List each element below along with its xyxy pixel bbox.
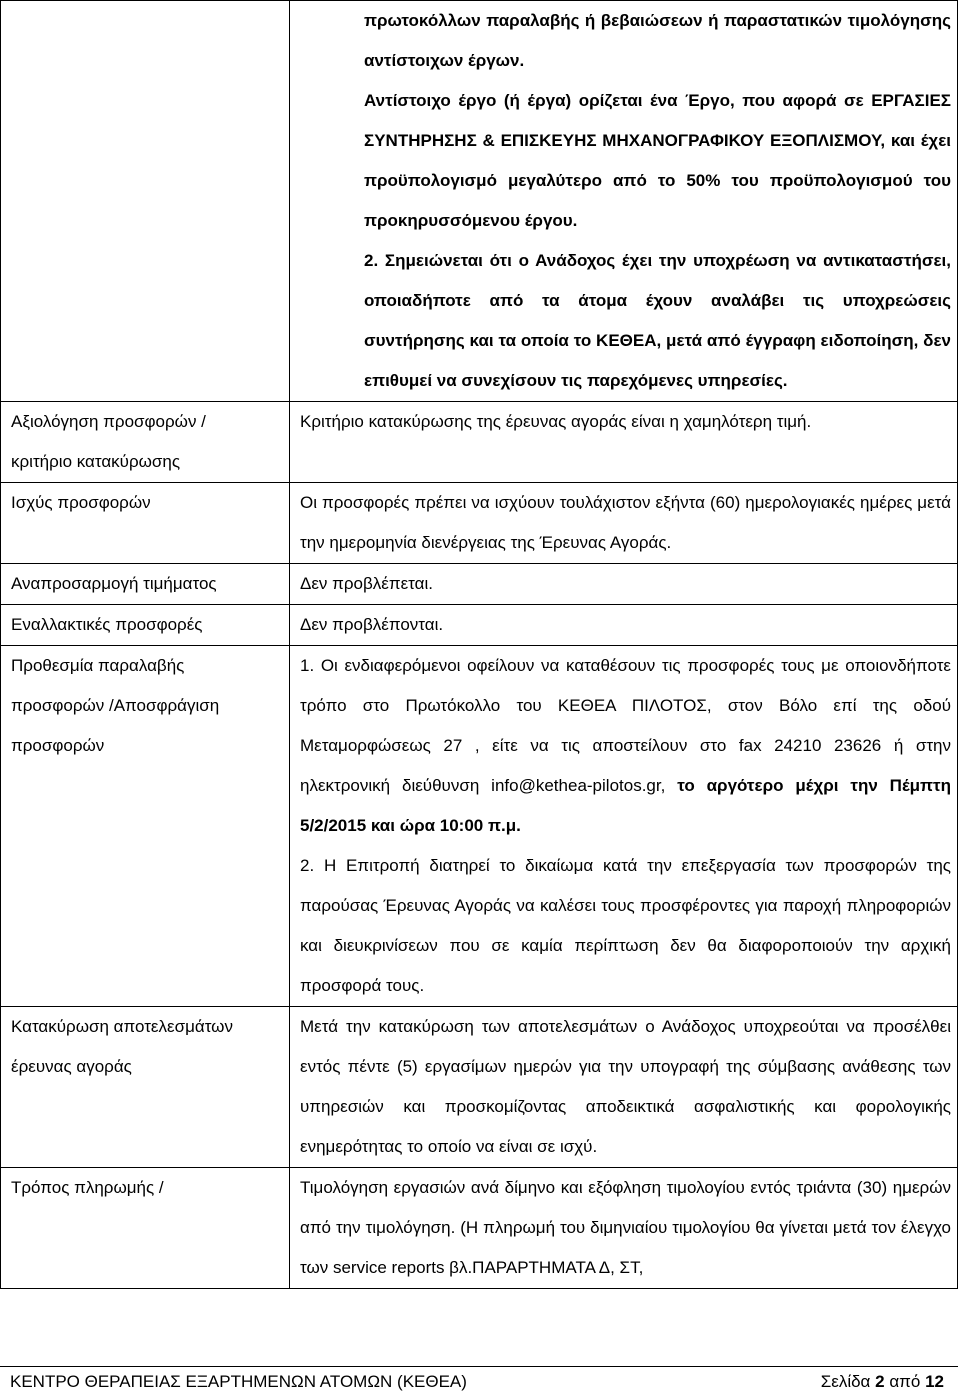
row-value-cell [290, 1007, 958, 1168]
row-label-cell [1, 1007, 290, 1168]
paragraph-text: Κριτήριο κατακύρωσης της έρευνας αγοράς είναι η χαμηλότερη τιμή. [300, 412, 812, 431]
paragraph-text: Τιμολόγηση εργασιών ανά δίμηνο και εξόφληση τιμολογίου εντός τριάντα (30) ημερών από την τιμολόγηση. (Η πληρωμή του διμηνιαίου τιμολογίου θα γίνεται μετά τον έλεγχο των service reports βλ.ΠΑΡΑΡΤΗΜΑΤΑ Δ, ΣΤ, [300, 1178, 951, 1277]
paragraph-text: Δεν προβλέπονται. [300, 615, 444, 634]
row-value-cell [290, 483, 958, 564]
row-value-cell [290, 1168, 958, 1289]
row-label-cell [1, 1, 290, 402]
row-paragraph [300, 1, 951, 81]
row-label-line: Αξιολόγηση προσφορών / [11, 412, 206, 431]
table-row [1, 1007, 958, 1168]
row-label-line: Τρόπος πληρωμής / [11, 1178, 164, 1197]
row-paragraph [300, 846, 951, 1006]
row-paragraph [300, 483, 951, 563]
table-row [1, 1168, 958, 1289]
deadline-text: το αργότερο μέχρι την Πέμπτη 5/2/2015 και ώρα 10:00 π.μ. [300, 776, 952, 835]
row-label-cell [1, 402, 290, 483]
row-value-cell [290, 402, 958, 483]
paragraph-text: Αντίστοιχο έργο (ή έργα) ορίζεται ένα Έργο, που αφορά σε ΕΡΓΑΣΙΕΣ ΣΥΝΤΗΡΗΣΗΣ & ΕΠΙΣΚΕΥΗΣ ΜΗΧΑΝΟΓΡΑΦΙΚΟΥ ΕΞΟΠΛΙΣΜΟΥ, και έχει προϋπολογισμό μεγαλύτερο από το 50% του προϋπολογισμού του προκηρυσσόμενου έργου. [364, 91, 951, 230]
row-paragraph [300, 241, 951, 401]
paragraph-text: 2. Η Επιτροπή διατηρεί το δικαίωμα κατά την επεξεργασία των προσφορών της παρούσας Έρευνας Αγοράς να καλέσει τους προσφέροντες για παροχή πληροφοριών και διευκρινίσεων που σε καμία περίπτωση δεν θα διαφοροποιούν την αρχική προσφορά τους. [300, 856, 951, 995]
row-label-line: Αναπροσαρμογή τιμήματος [11, 574, 217, 593]
row-label-cell [1, 1168, 290, 1289]
page-footer [0, 1366, 958, 1399]
row-label-cell [1, 646, 290, 1007]
row-value-cell [290, 646, 958, 1007]
table-row [1, 483, 958, 564]
row-label-line: Κατακύρωση αποτελεσμάτων [11, 1017, 233, 1036]
row-value-cell [290, 605, 958, 646]
paragraph-text: 2. Σημειώνεται ότι ο Ανάδοχος έχει την υποχρέωση να αντικαταστήσει, οποιαδήποτε από τα άτομα έχουν αναλάβει τις υποχρεώσεις συντήρησης και τα οποία το ΚΕΘΕΑ, μετά από έγγραφη ειδοποίηση, δεν επιθυμεί να συνεχίσουν τις παρεχόμενες υπηρεσίες. [364, 251, 951, 390]
paragraph-text: Δεν προβλέπεται. [300, 574, 433, 593]
table-row [1, 646, 958, 1007]
row-label-cell [1, 605, 290, 646]
row-paragraph [300, 646, 951, 846]
row-label-line: προσφορών [11, 736, 105, 755]
table-row [1, 605, 958, 646]
paragraph-text: 1. Οι ενδιαφερόμενοι οφείλουν να καταθέσουν τις προσφορές τους με οποιονδήποτε τρόπο στο Πρωτόκολλο του ΚΕΘΕΑ ΠΙΛΟΤΟΣ, στον Βόλο επί της οδού Μεταμορφώσεως 27 , είτε να τις αποστείλουν στο fax 24210 23626 ή στην ηλεκτρονική διεύθυνση info@kethea-pilotos.gr, [300, 656, 951, 795]
table-row [1, 402, 958, 483]
terms-table-body [1, 1, 958, 1289]
row-paragraph [300, 605, 951, 645]
row-label-cell [1, 564, 290, 605]
paragraph-text: πρωτοκόλλων παραλαβής ή βεβαιώσεων ή παραστατικών τιμολόγησης αντίστοιχων έργων. [364, 11, 951, 70]
footer-page-number: Σελίδα 2 από 12 [820, 1372, 944, 1391]
row-value-cell [290, 564, 958, 605]
paragraph-text: Μετά την κατακύρωση των αποτελεσμάτων ο Ανάδοχος υποχρεούται να προσέλθει εντός πέντε (5) εργασίμων ημερών για την υπογραφή της σύμβασης ανάθεσης των υπηρεσιών και προσκομίζοντας αποδεικτικά ασφαλιστικής και φορολογικής ενημερότητας το οποίο να είναι σε ισχύ. [300, 1017, 951, 1156]
row-paragraph [300, 81, 951, 241]
row-value-cell [290, 1, 958, 402]
paragraph-text: Οι προσφορές πρέπει να ισχύουν τουλάχιστον εξήντα (60) ημερολογιακές ημέρες μετά την ημερομηνία διενέργειας της Έρευνας Αγοράς. [300, 493, 951, 552]
table-row [1, 1, 958, 402]
footer-organization: ΚΕΝΤΡΟ ΘΕΡΑΠΕΙΑΣ ΕΞΑΡΤΗΜΕΝΩΝ ΑΤΟΜΩΝ (ΚΕΘΕΑ) [10, 1372, 467, 1391]
row-label-line: Προθεσμία παραλαβής [11, 656, 185, 675]
row-paragraph [300, 1168, 951, 1288]
row-label-line: Ισχύς προσφορών [11, 493, 151, 512]
row-label-line: Εναλλακτικές προσφορές [11, 615, 203, 634]
row-paragraph [300, 402, 951, 442]
table-row [1, 564, 958, 605]
row-label-cell [1, 483, 290, 564]
row-paragraph [300, 564, 951, 604]
row-label-line: κριτήριο κατακύρωσης [11, 452, 181, 471]
row-paragraph [300, 1007, 951, 1167]
row-label-line: προσφορών /Αποσφράγιση [11, 696, 220, 715]
row-label-line: έρευνας αγοράς [11, 1057, 132, 1076]
